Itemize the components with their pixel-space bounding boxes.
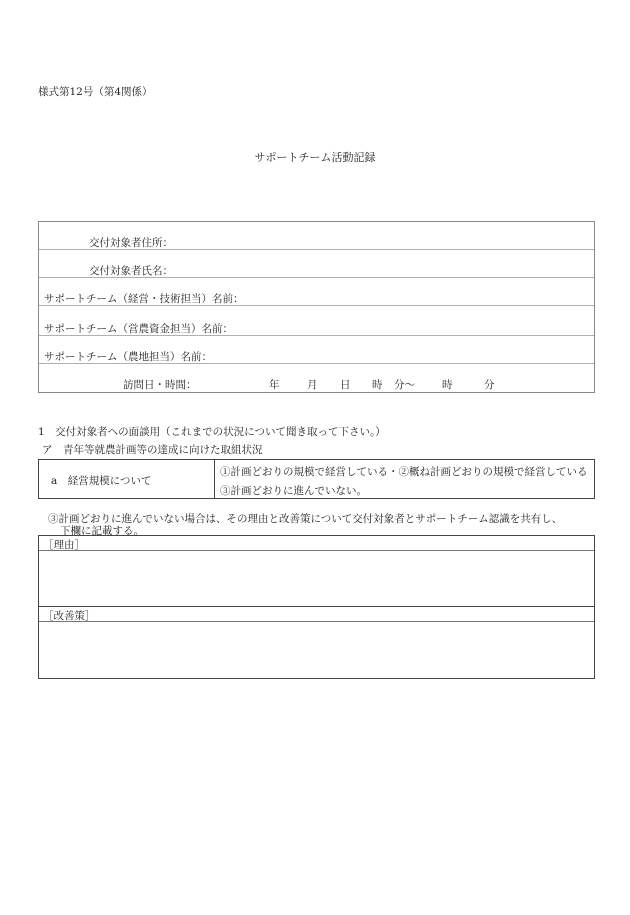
measure-divider [39,621,594,622]
address-label: 交付対象者住所： [89,237,173,249]
improvement-measure-box[interactable] [38,607,595,679]
instruction-line-2: 下欄に記載する。 [60,525,144,537]
visit-year: 年 [269,379,280,391]
reason-label: ［理由］ [43,539,85,551]
team-mgmt-row [39,278,594,306]
section-1-heading: 1 交付対象者への面談用（これまでの状況について聞き取って下さい。） [38,426,386,438]
form-number: 様式第12号（第4関係） [38,86,153,98]
reason-divider [39,550,594,551]
visit-hour-end: 時 [442,379,453,391]
team-finance-row [39,308,594,336]
name-label: 交付対象者氏名： [89,265,173,277]
team-finance-label: サポートチーム（営農資金担当）名前： [44,323,233,335]
name-row [39,250,594,278]
visit-month: 月 [307,379,318,391]
visit-hour-start: 時 [372,379,383,391]
section-a-heading: ア 青年等就農計画等の達成に向けた取組状況 [42,444,263,456]
team-mgmt-label: サポートチーム（経営・技術担当）名前： [44,293,244,305]
scale-option-1-2: ①計画どおりの規模で経営している・②概ね計画どおりの規模で経営している [220,466,588,478]
visit-day: 日 [340,379,351,391]
reason-box[interactable] [38,535,595,607]
info-box [38,221,595,393]
measure-label: ［改善策］ [43,610,96,622]
scale-option-3: ③計画どおりに進んでいない。 [220,485,367,497]
visit-label: 訪問日・時間： [123,379,197,391]
team-land-row [39,336,594,364]
table-divider [214,460,215,498]
scale-evaluation-table [38,459,595,499]
address-row [39,222,594,250]
visit-row [39,364,594,392]
instruction-line-1: ③計画どおりに進んでいない場合は、その理由と改善策について交付対象者とサポートチーム認識を共有し、 [48,513,563,525]
scale-row-label: a 経営規模について [51,475,152,487]
document-title: サポートチーム活動記録 [254,151,376,164]
team-land-label: サポートチーム（農地担当）名前： [44,351,212,363]
visit-minute-start: 分〜 [394,379,415,391]
visit-minute-end: 分 [484,379,495,391]
